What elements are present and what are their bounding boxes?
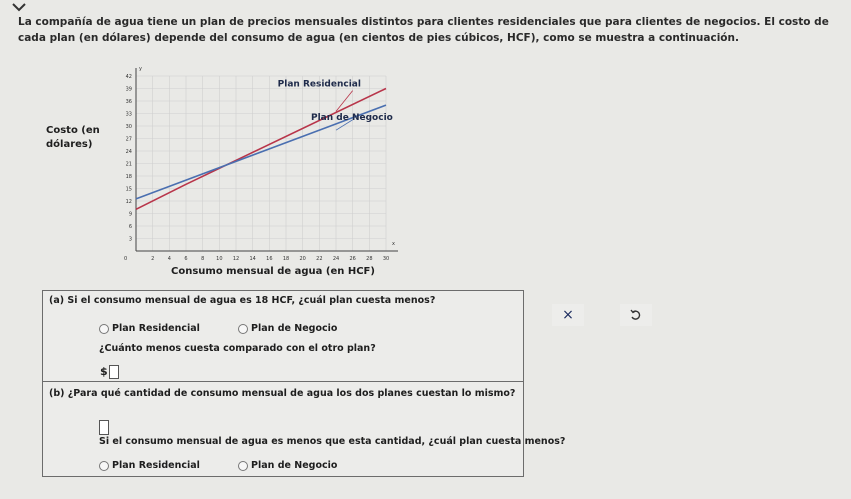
clear-icon: × <box>562 307 574 323</box>
part-b-option-negocio[interactable] <box>238 460 337 471</box>
y-tick-label: 33 <box>125 111 132 118</box>
x-tick-label: 18 <box>282 256 290 262</box>
chevron-down-icon[interactable] <box>8 0 30 14</box>
x-tick-label: 10 <box>216 256 223 262</box>
y-tick-label: 15 <box>125 186 132 193</box>
x-tick-label: 16 <box>266 256 273 262</box>
x-tick-label: 12 <box>232 256 240 262</box>
x-tick-label: 4 <box>167 256 171 262</box>
y-tick-label: 39 <box>125 86 132 93</box>
y-tick-label: 30 <box>125 124 132 130</box>
part-a-answer-input[interactable] <box>109 365 119 379</box>
x-tick-label: 20 <box>299 256 306 262</box>
part-b-option-residencial[interactable] <box>99 460 200 471</box>
x-axis-title: Consumo mensual de agua (en HCF) <box>171 266 375 277</box>
y-tick-label: 9 <box>128 211 132 218</box>
cost-graph <box>104 62 404 266</box>
radio-icon[interactable] <box>238 324 248 334</box>
radio-icon[interactable] <box>99 324 109 334</box>
x-tick-label: 14 <box>249 256 256 262</box>
part-a-panel <box>42 290 524 382</box>
y-tick-label: 21 <box>125 161 132 168</box>
x-tick-label: 6 <box>184 256 188 262</box>
clear-button[interactable] <box>552 304 584 326</box>
option-label: Plan Residencial <box>112 460 200 471</box>
y-tick-label: 24 <box>125 149 132 155</box>
x-tick-label: 26 <box>349 256 356 262</box>
y-tick-label: 18 <box>125 174 132 180</box>
y-tick-label: 36 <box>125 99 132 105</box>
part-a-answer-row <box>100 365 119 379</box>
part-b-answer-input[interactable] <box>99 420 109 435</box>
y-tick-label: 3 <box>128 236 132 243</box>
y-tick-label: 42 <box>125 74 132 80</box>
x-tick-label: 30 <box>382 256 390 262</box>
option-label: Plan de Negocio <box>251 460 338 471</box>
undo-button[interactable] <box>620 304 652 326</box>
y-axis-letter: y <box>139 66 142 72</box>
part-b-panel <box>42 381 566 477</box>
part-b-question: (b) ¿Para qué cantidad de consumo mensual de agua los dos planes cuestan lo mismo? <box>49 388 516 399</box>
x-tick-label: 24 <box>332 256 340 262</box>
part-a-option-negocio[interactable] <box>238 323 337 334</box>
y-tick-label: 27 <box>125 136 132 143</box>
currency-symbol: $ <box>100 365 108 378</box>
series-label-residencial: Plan Residencial <box>277 79 361 90</box>
x-tick-label: 28 <box>366 256 373 262</box>
y-axis-title: Costo (en dólares) <box>46 125 100 150</box>
x-tick-label: 2 <box>151 256 155 262</box>
option-label: Plan Residencial <box>112 323 200 334</box>
x-tick-label: 8 <box>201 256 205 262</box>
undo-icon <box>630 309 642 321</box>
part-b-follow-up: Si el consumo mensual de agua es menos que esta cantidad, ¿cuál plan cuesta menos? <box>99 436 566 447</box>
option-label: Plan de Negocio <box>251 323 338 334</box>
origin-label: 0 <box>124 256 128 262</box>
x-tick-label: 22 <box>316 256 323 262</box>
radio-icon[interactable] <box>238 461 248 471</box>
y-tick-label: 12 <box>125 199 132 205</box>
series-label-negocio: Plan de Negocio <box>311 112 393 123</box>
part-a-option-residencial[interactable] <box>99 323 200 334</box>
part-a-follow-up: ¿Cuánto menos cuesta comparado con el otro plan? <box>99 343 376 354</box>
problem-statement: La compañía de agua tiene un plan de precios mensuales distintos para clientes residenciales que para clientes de negocios. El costo de cada plan (en dólares) depende del consumo de agua (en cientos de pies cúbicos, HCF), como se muestra a continuación. <box>18 16 829 44</box>
x-axis-letter: x <box>392 241 395 247</box>
part-a-question: (a) Si el consumo mensual de agua es 18 HCF, ¿cuál plan cuesta menos? <box>49 295 436 306</box>
y-tick-label: 6 <box>128 224 132 230</box>
radio-icon[interactable] <box>99 461 109 471</box>
series-line <box>136 89 386 210</box>
